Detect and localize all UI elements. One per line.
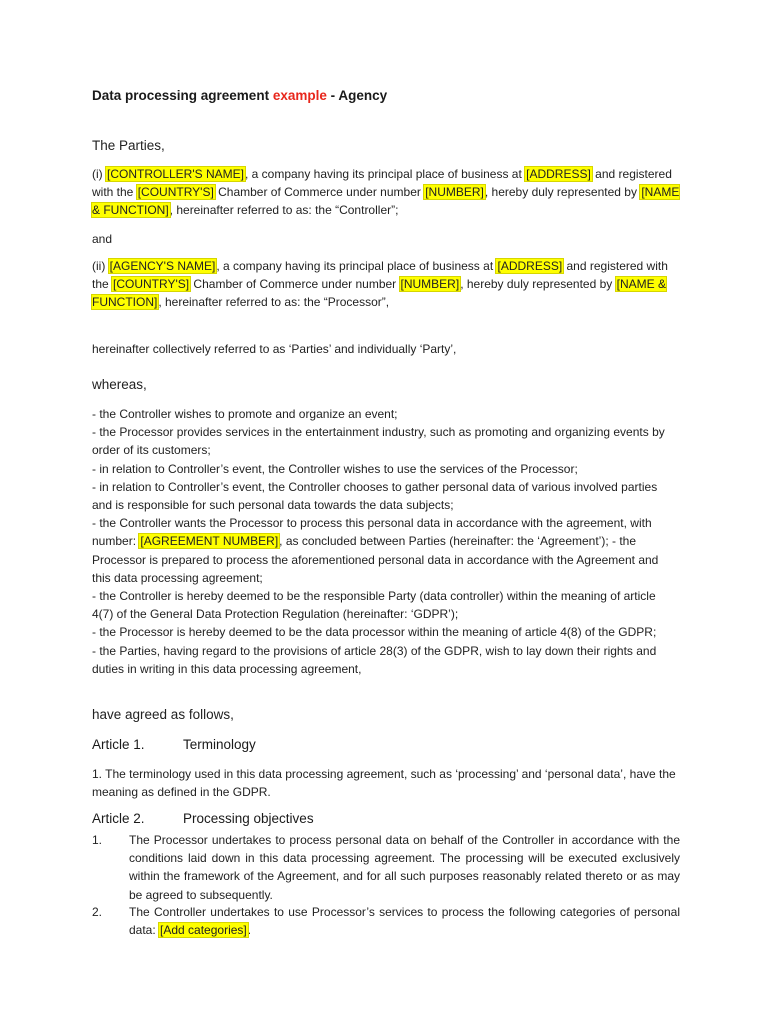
recitals xyxy=(92,405,680,678)
collective-reference: hereinafter collectively referred to as ‘Parties’ and individually ‘Party’, xyxy=(92,342,457,356)
placeholder-controller-name: [CONTROLLER'S NAME] xyxy=(107,167,244,181)
recital: - in relation to Controller’s event, the Controller wishes to use the services of the Processor; xyxy=(92,461,578,476)
agreed-text: have agreed as follows, xyxy=(92,707,234,722)
placeholder-country: [COUNTRY'S] xyxy=(137,185,214,200)
placeholder-address: [ADDRESS] xyxy=(497,259,563,273)
list-number: 2. xyxy=(92,905,103,919)
article-title: Processing objectives xyxy=(183,811,314,826)
placeholder-categories: [Add categories] xyxy=(160,923,247,938)
placeholder-agreement-number: [AGREEMENT NUMBER] xyxy=(140,534,279,549)
article-number: Article 1. xyxy=(92,737,145,752)
recital: - the Processor is hereby deemed to be the data processor within the meaning of article 4(8) of the GDPR; xyxy=(92,625,657,640)
list-item xyxy=(92,903,680,939)
placeholder-number: [NUMBER] xyxy=(400,277,460,292)
placeholder-number: [NUMBER] xyxy=(425,185,484,200)
recital: - the Controller wishes to promote and organize an event; xyxy=(92,407,398,421)
and-text: and xyxy=(92,232,113,246)
article-title: Terminology xyxy=(183,737,256,752)
recital: - the Controller is hereby deemed to be the responsible Party (data controller) within the meaning of article 4(7) of the General Data Protection Regulation (hereinafter: ‘GDPR’); xyxy=(92,589,656,622)
list-text: The Processor undertakes to process personal data on behalf of the Controller in accordance with the conditions laid down in this data processing agreement. The processing will be executed exclusively within the framework of the Agreement, and for all such purposes reasonably related thereto or as may be agreed to subsequently. xyxy=(129,833,680,902)
placeholder-agency-name: [AGENCY'S NAME] xyxy=(109,259,216,273)
placeholder-name-function: [NAME & FUNCTION] xyxy=(92,185,680,218)
placeholder-name-function: [NAME & FUNCTION] xyxy=(92,277,666,310)
article-number: Article 2. xyxy=(92,811,145,826)
recital: - the Processor provides services in the entertainment industry, such as promoting and organizing events by order of its customers; xyxy=(92,425,665,458)
controller-paragraph: (i) [CONTROLLER'S NAME], a company having its principal place of business at [ADDRESS] and registered with the [COUNTRY'S] Chamber of Commerce under number [NUMBER], hereby duly represented by [NAME & FUNCTION], hereinafter referred to as: the “Controller”; xyxy=(92,167,680,218)
article-2-heading xyxy=(92,811,314,826)
recital: - the Parties, having regard to the provisions of article 28(3) of the GDPR, wish to lay down their rights and duties in writing in this data processing agreement, xyxy=(92,643,657,676)
placeholder-country: [COUNTRY'S] xyxy=(113,277,190,292)
article-1-heading xyxy=(92,737,256,752)
article-1-text: 1. The terminology used in this data processing agreement, such as ‘processing’ and ‘personal data’, have the meaning as defined in the GDPR. xyxy=(92,767,676,800)
document-title: Data processing agreement example - Agency xyxy=(92,88,388,103)
recital: - in relation to Controller’s event, the Controller chooses to gather personal data of various involved parties and is responsible for such personal data towards the data subjects; xyxy=(92,479,658,513)
whereas-heading: whereas, xyxy=(92,377,147,392)
list-item xyxy=(92,831,680,904)
list-text: The Controller undertakes to use Processor’s services to process the following categories of personal data: [Add categories]. xyxy=(129,905,680,938)
parties-heading: The Parties, xyxy=(92,138,165,153)
recital: - the Controller wants the Processor to process this personal data in accordance with the agreement, with number: [AGREEMENT NUMBER], as concluded between Parties (hereinafter: the ‘Agreement’); - the Processor is prepared to process the aforementioned personal data in accordance with the Agreement and this data processing agreement; xyxy=(92,516,659,585)
title-accent-word: example xyxy=(272,88,327,103)
list-number: 1. xyxy=(92,833,103,847)
placeholder-address: [ADDRESS] xyxy=(526,167,591,181)
processor-paragraph: (ii) [AGENCY'S NAME], a company having its principal place of business at [ADDRESS] and registered with the [COUNTRY'S] Chamber of Commerce under number [NUMBER], hereby duly represented by [NAME & FUNCTION], hereinafter referred to as: the “Processor”, xyxy=(92,259,668,310)
